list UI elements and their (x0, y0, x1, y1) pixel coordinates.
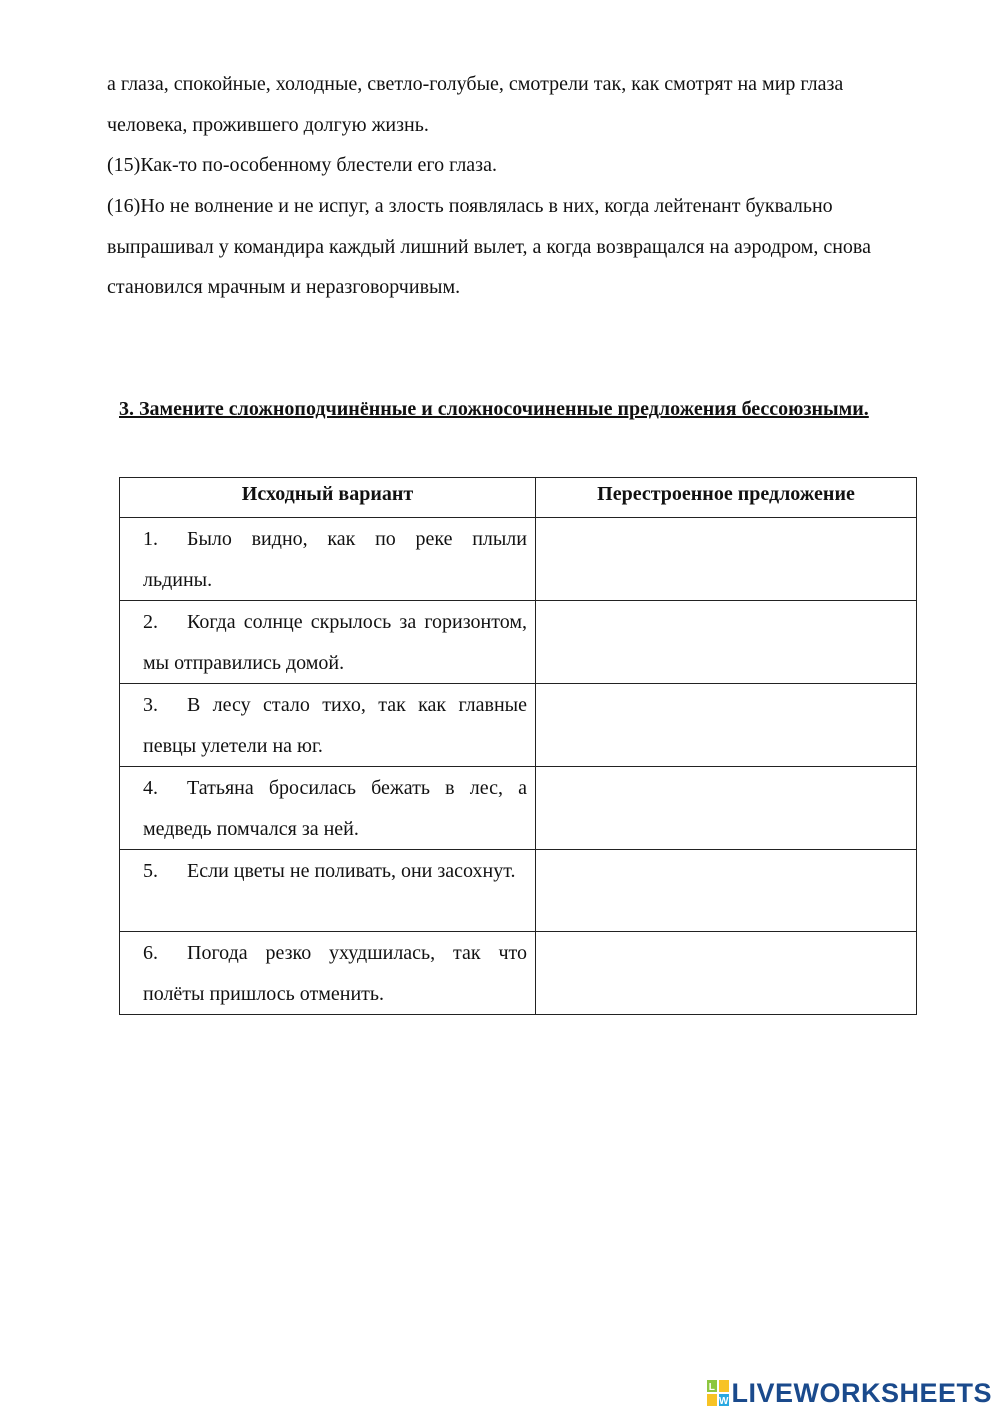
table-row (120, 767, 917, 850)
table-row (120, 932, 917, 1015)
row-number: 3. (143, 694, 158, 716)
header-rewritten: Перестроенное предложение (536, 478, 917, 518)
answer-text (536, 850, 916, 851)
answer-text (536, 932, 916, 933)
answer-cell[interactable] (536, 684, 917, 767)
svg-text:L: L (709, 1382, 716, 1393)
original-sentence-cell (120, 850, 536, 932)
row-number: 2. (143, 611, 158, 633)
header-original: Исходный вариант (120, 478, 536, 518)
row-number: 6. (143, 942, 158, 964)
table-row (120, 518, 917, 601)
original-sentence-cell (120, 518, 536, 601)
original-sentence: В лесу стало тихо, так как главные певцы улетели на юг. (143, 694, 527, 757)
row-number: 1. (143, 528, 158, 550)
table-row (120, 601, 917, 684)
paragraph-15: (15)Как-то по-особенному блестели его глаза. (107, 154, 497, 176)
answer-text (536, 518, 916, 519)
liveworksheets-logo (707, 1375, 992, 1411)
svg-text:W: W (719, 1396, 730, 1406)
answer-text (536, 601, 916, 602)
row-number: 5. (143, 860, 158, 882)
original-sentence: Когда солнце скрылось за горизонтом, мы отправились домой. (143, 611, 527, 674)
original-sentence-cell (120, 684, 536, 767)
task-3-title: 3. Замените сложноподчинённые и сложносочиненные предложения бессоюзными. (119, 398, 869, 420)
original-sentence: Было видно, как по реке плыли льдины. (143, 528, 527, 591)
table-header-row (120, 478, 917, 518)
paragraph-16: (16)Но не волнение и не испуг, а злость появлялась в них, когда лейтенант буквально выпрашивал у командира каждый лишний вылет, а когда возвращался на аэродром, снова становился мрачным и неразговорчивым. (107, 195, 871, 298)
exercise-table (119, 477, 917, 1015)
original-sentence-cell (120, 601, 536, 684)
original-sentence: Татьяна бросилась бежать в лес, а медведь помчался за ней. (143, 777, 527, 840)
liveworksheets-logo-text: LIVEWORKSHEETS (731, 1377, 992, 1408)
answer-cell[interactable] (536, 767, 917, 850)
answer-cell[interactable] (536, 932, 917, 1015)
table-row (120, 684, 917, 767)
answer-text (536, 684, 916, 685)
answer-text (536, 767, 916, 768)
original-sentence: Если цветы не поливать, они засохнут. (187, 860, 516, 882)
answer-cell[interactable] (536, 601, 917, 684)
table-row (120, 850, 917, 932)
paragraph-continuation: а глаза, спокойные, холодные, светло-голубые, смотрели так, как смотрят на мир глаза человека, прожившего долгую жизнь. (107, 73, 844, 136)
answer-cell[interactable] (536, 850, 917, 932)
original-sentence-cell (120, 767, 536, 850)
liveworksheets-logo-icon (707, 1380, 729, 1406)
answer-cell[interactable] (536, 518, 917, 601)
original-sentence-cell (120, 932, 536, 1015)
row-number: 4. (143, 777, 158, 799)
original-sentence: Погода резко ухудшилась, так что полёты пришлось отменить. (143, 942, 527, 1005)
